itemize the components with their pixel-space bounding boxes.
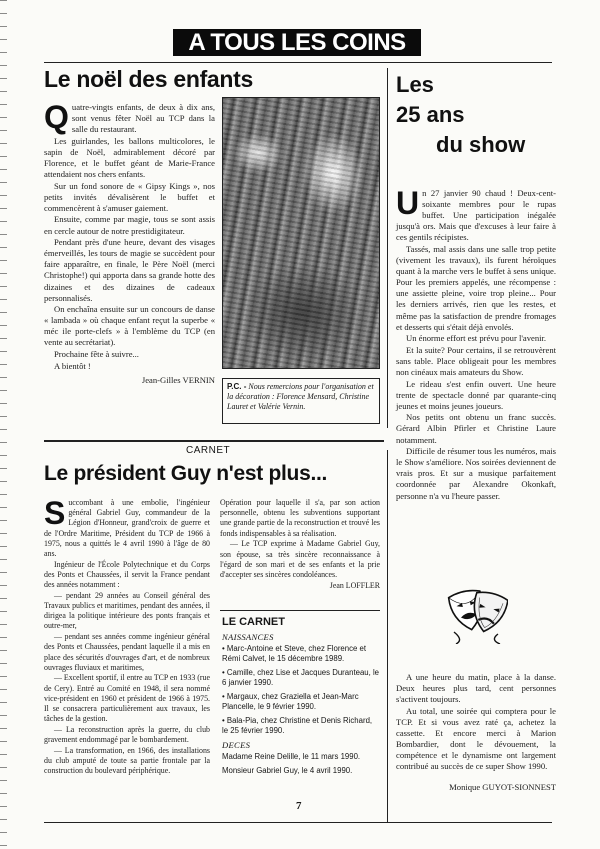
- noel-title: Le noël des enfants: [44, 66, 254, 92]
- president-paragraph: — pendant 29 années au Conseil général des Travaux publics et maritimes, pendant des années, il dirigea la politique intérieure des ponts français et outre-mer,: [44, 590, 210, 631]
- le-carnet-title: LE CARNET: [222, 616, 285, 628]
- top-rule: [44, 62, 552, 63]
- show-paragraph: Difficile de résumer tous les numéros, mais le Show s'améliore. Nos soirées deviennent de vrais pros. Et sur a musique parfaitement coordonnée par Alexandre Okonkaft, personne n'a vu l'heure passer.: [396, 446, 556, 501]
- section-banner: A TOUS LES COINS: [173, 29, 421, 56]
- deces-entry: Madame Reine Delille, le 11 mars 1990.: [222, 752, 361, 761]
- naissances-label: NAISSANCES: [222, 632, 274, 642]
- president-paragraph: uccombant à une embolie, l'ingénieur général Gabriel Guy, commandeur de la Légion d'Honneur, grand'croix de guerre et de l'Ordre Maritime, Président du TCP de 1966 à 1975, nous a quittés le 4 avril 1990 à l'âge de 80 ans.: [44, 498, 210, 559]
- show-paragraph: Au total, une soirée qui comptera pour le TCP. Et si vous avez raté ça, achetez la cassette. Et encore merci à Marion Bombardier, dont le dévouement, la compétence et le dynamisme ont largement contribué au succès de ce super Show 1990.: [396, 705, 556, 772]
- noel-paragraph: uatre-vingts enfants, de deux à dix ans, sont venus fêter Noël au TCP dans la salle du restaurant.: [71, 102, 215, 135]
- noel-body: [44, 99, 215, 386]
- noel-paragraph: Sur un fond sonore de « Gipsy Kings », nos petits invités dévalisèrent le buffet et commencèrent à s'amuser gaiement.: [44, 180, 215, 213]
- bottom-rule: [44, 822, 552, 823]
- show-title-line1: Les: [396, 72, 434, 97]
- carnet-rule: [220, 610, 380, 611]
- noel-paragraph: Pendant près d'une heure, devant des visages émerveillés, les tours de magie se succèdent pour faire apparaître, en finale, le Père Noël (merci Christophe!) qui apporta dans sa grande hotte des dizaines et des dizaines de cadeaux personnalisés.: [44, 237, 215, 303]
- president-col2: [220, 498, 380, 591]
- show-body: [396, 185, 556, 502]
- show-paragraph: Nos petits ont obtenu un franc succès. Gérard Albin Pfirler et Christine Laure notamment.: [396, 412, 556, 445]
- page-number: 7: [296, 800, 302, 812]
- show-paragraph: Un énorme effort est prévu pour l'avenir.: [406, 333, 547, 344]
- president-signature: Jean LOFFLER: [329, 580, 380, 590]
- show-body-continued: [396, 672, 556, 793]
- show-signature: Monique GUYOT-SIONNEST: [449, 782, 556, 793]
- president-paragraph: Opération pour laquelle il s'a, par son action personnelle, obtenu les subventions supportant une grande partie de la reconstruction et trouvé les fonds indispensables à sa réalisation.: [220, 498, 380, 538]
- show-paragraph: A une heure du matin, place à la danse. Deux heures plus tard, cent personnes s'activent toujours.: [396, 672, 556, 705]
- president-paragraph: Ingénieur de l'École Polytechnique et du Corps des Ponts et Chaussées, il servit la France pendant des années notamment :: [44, 559, 210, 590]
- naissance-entry: • Marc-Antoine et Steve, chez Florence et Rémi Calvet, le 15 décembre 1989.: [222, 644, 367, 663]
- noel-dropcap: Q: [44, 99, 69, 135]
- naissance-entry: • Margaux, chez Graziella et Jean-Marc Plancelle, le 9 février 1990.: [222, 692, 359, 711]
- show-title-line2: 25 ans: [396, 102, 465, 127]
- le-carnet-box: [222, 614, 380, 780]
- noel-paragraph: On enchaîna ensuite sur un concours de danse « lambada » où chaque enfant reçut la superbe « méc ile porte-clefs » à l'emblème du TCP (en vente au secrétariat).: [44, 304, 215, 348]
- naissance-entry: • Camille, chez Lise et Jacques Duranteau, le 6 janvier 1990.: [222, 668, 380, 687]
- column-divider: [387, 68, 388, 428]
- children-party-photo: [222, 97, 380, 369]
- president-title: Le président Guy n'est plus...: [44, 462, 328, 485]
- show-title-line3: du show: [436, 132, 526, 157]
- show-paragraph: Et la suite? Pour certains, il se retrouvèrent sans table. Place obligeait pour les membres non cinéaux mais amateurs du Show.: [396, 344, 556, 377]
- show-paragraph: Tassés, mal assis dans une salle trop petite (vivement les travaux), ils furent héroïques quant à la marche vers le buffet à sens unique. Pour les premiers appelés, une récompense : une assiette pleine, voire trop pleine... Pour les derniers arrivés, rien que les restes, et même pas la satisfaction de prendre fromages et desserts qui s'était déjà envolés.: [396, 243, 556, 332]
- middle-rule: [44, 440, 384, 442]
- deces-entry: Monsieur Gabriel Guy, le 4 avril 1990.: [222, 766, 353, 775]
- show-dropcap: U: [396, 185, 420, 221]
- deces-label: DECES: [222, 740, 251, 750]
- noel-paragraph: Ensuite, comme par magie, tous se sont assis en cercle autour de notre prestidigitateur.: [44, 214, 215, 236]
- caption-lead: P.C. -: [227, 382, 247, 391]
- noel-paragraph: Les guirlandes, les ballons multicolores, le sapin de Noël, admirablement décoré par Florence, et le buffet géant de Marie-France attendaient nos chers enfants.: [44, 135, 215, 180]
- show-paragraph: n 27 janvier 90 chaud ! Deux-cent-soixante membres pour le rupas buffet. Une participation inégalée jusqu'à ors. Mais que d'excuses à leur faire à ces gentils récipistes.: [396, 188, 556, 243]
- photo-caption: [222, 378, 380, 424]
- column-divider-lower: [387, 450, 388, 822]
- noel-paragraph: Prochaine fête à suivre...: [54, 349, 139, 360]
- noel-signature: Jean-Gilles VERNIN: [141, 374, 215, 385]
- naissance-entry: • Bala-Pia, chez Christine et Denis Richard, le 25 février 1990.: [222, 716, 373, 735]
- president-col1: [44, 495, 210, 777]
- president-dropcap: S: [44, 495, 66, 531]
- caption-text: Nous remercions pour l'organisation et la décoration : Florence Mensard, Christine Lauret et Valérie Vernin.: [227, 382, 374, 411]
- president-paragraph: — La reconstruction après la guerre, du club gravement endommagé par le bombardement.: [44, 724, 210, 745]
- president-paragraph: — La transformation, en 1966, des installations du club amputé de toute sa partie frontale par la construction du boulevard périphérique.: [44, 745, 210, 776]
- president-paragraph: — Excellent sportif, il entre au TCP en 1933 (rue de Cery). Entré au Comité en 1948, il sera nommé vice-président en 1960 et président de 1966 à 1975. Il se consacrera particulièrement aux travaux, les tâches de la gestion.: [44, 673, 210, 724]
- page-edge-perforation: [0, 0, 7, 849]
- noel-paragraph: A bientôt !: [54, 360, 91, 371]
- president-paragraph: — pendant ses années comme ingénieur général des Ponts et Chaussées, pendant laquelle il a mis en place des sécurités d'ouvrages d'art, et de nombreux ouvrages fluviaux et maritimes,: [44, 632, 210, 672]
- theatre-masks-icon: [446, 582, 508, 644]
- president-paragraph: — Le TCP exprime à Madame Gabriel Guy, son épouse, sa très sincère reconnaissance à l'égard de son mari et de ses enfants et la prie d'accepter ses sincères condoléances.: [220, 539, 380, 579]
- show-paragraph: Le rideau s'est enfin ouvert. Une heure trente de spectacle donné par quarante-cinq jeunes et moins jeunes joueurs.: [396, 378, 556, 411]
- carnet-label: CARNET: [186, 445, 231, 456]
